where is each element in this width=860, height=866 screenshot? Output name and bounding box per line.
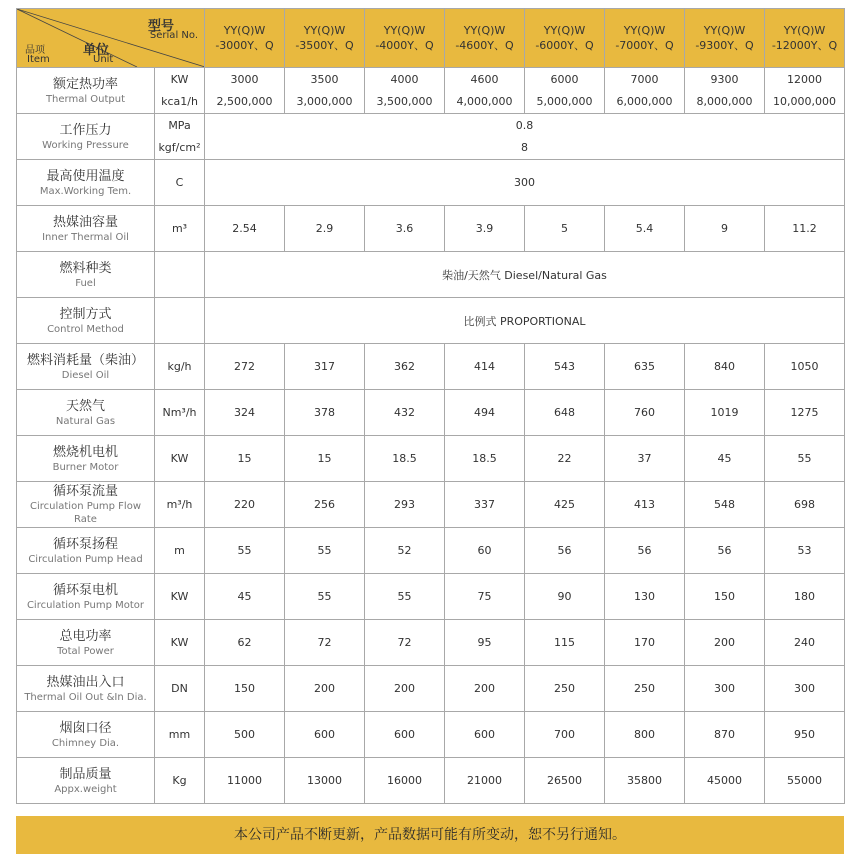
value-cell: 45 — [685, 436, 765, 482]
value-cell: 2.54 — [205, 206, 285, 252]
value-cell: 200 — [445, 666, 525, 712]
spanned-value-cell: 300 — [205, 160, 845, 206]
value-cell: 800 — [605, 712, 685, 758]
row-control — [17, 298, 845, 344]
value-cell: 600 — [445, 712, 525, 758]
header-unit-label-zh: 单位 — [83, 43, 110, 58]
value-cell: 115 — [525, 620, 605, 666]
value-cell: 11000 — [205, 758, 285, 804]
row-weight — [17, 758, 845, 804]
value-cell: 2.9 — [285, 206, 365, 252]
row-natural-gas — [17, 390, 845, 436]
row-max-temp — [17, 160, 845, 206]
spanned-value-cell: 比例式 PROPORTIONAL — [205, 298, 845, 344]
value-cell: 700 — [525, 712, 605, 758]
value-cell: 200 — [365, 666, 445, 712]
value-cell: 414 — [445, 344, 525, 390]
value-cell: 3500 3,000,000 — [285, 68, 365, 114]
item-cell: 循环泵扬程 Circulation Pump Head — [17, 528, 155, 574]
item-cell: 总电功率 Total Power — [17, 620, 155, 666]
value-cell: 760 — [605, 390, 685, 436]
model-header: YY(Q)W -6000Y、Q — [525, 9, 605, 68]
item-cell: 工作压力 Working Pressure — [17, 114, 155, 160]
unit-cell: m³ — [155, 206, 205, 252]
item-cell: 循环泵流量 Circulation Pump Flow Rate — [17, 482, 155, 528]
item-cell: 额定热功率 Thermal Output — [17, 68, 155, 114]
model-header: YY(Q)W -4000Y、Q — [365, 9, 445, 68]
row-pump-flow — [17, 482, 845, 528]
value-cell: 1050 — [765, 344, 845, 390]
value-cell: 648 — [525, 390, 605, 436]
value-cell: 870 — [685, 712, 765, 758]
header-row — [17, 9, 845, 68]
item-cell: 天然气 Natural Gas — [17, 390, 155, 436]
value-cell: 1019 — [685, 390, 765, 436]
value-cell: 317 — [285, 344, 365, 390]
value-cell: 72 — [365, 620, 445, 666]
model-header: YY(Q)W -7000Y、Q — [605, 9, 685, 68]
value-cell: 12000 10,000,000 — [765, 68, 845, 114]
unit-cell: m³/h — [155, 482, 205, 528]
item-cell: 燃料种类 Fuel — [17, 252, 155, 298]
row-pump-motor — [17, 574, 845, 620]
value-cell: 22 — [525, 436, 605, 482]
header-item-label-zh: 品项 — [25, 45, 45, 56]
value-cell: 21000 — [445, 758, 525, 804]
item-cell: 循环泵电机 Circulation Pump Motor — [17, 574, 155, 620]
unit-cell: m — [155, 528, 205, 574]
row-pump-head — [17, 528, 845, 574]
value-cell: 180 — [765, 574, 845, 620]
unit-cell — [155, 252, 205, 298]
value-cell: 9 — [685, 206, 765, 252]
value-cell: 16000 — [365, 758, 445, 804]
value-cell: 55 — [285, 574, 365, 620]
value-cell: 413 — [605, 482, 685, 528]
item-cell: 烟囱口径 Chimney Dia. — [17, 712, 155, 758]
value-cell: 543 — [525, 344, 605, 390]
value-cell: 500 — [205, 712, 285, 758]
value-cell: 425 — [525, 482, 605, 528]
item-cell: 燃料消耗量（柴油） Diesel Oil — [17, 344, 155, 390]
value-cell: 55 — [205, 528, 285, 574]
spanned-value-cell: 0.8 8 — [205, 114, 845, 160]
header-item-label-en: Item — [27, 54, 50, 65]
value-cell: 55 — [285, 528, 365, 574]
unit-cell: Kg — [155, 758, 205, 804]
value-cell: 90 — [525, 574, 605, 620]
value-cell: 256 — [285, 482, 365, 528]
spanned-value-cell: 柴油/天然气 Diesel/Natural Gas — [205, 252, 845, 298]
row-thermal-output — [17, 68, 845, 114]
footer-notice: 本公司产品不断更新，产品数据可能有所变动，恕不另行通知。 — [16, 816, 844, 854]
value-cell: 6000 5,000,000 — [525, 68, 605, 114]
value-cell: 3.6 — [365, 206, 445, 252]
value-cell: 840 — [685, 344, 765, 390]
unit-cell: C — [155, 160, 205, 206]
value-cell: 293 — [365, 482, 445, 528]
value-cell: 13000 — [285, 758, 365, 804]
value-cell: 18.5 — [365, 436, 445, 482]
value-cell: 56 — [605, 528, 685, 574]
value-cell: 52 — [365, 528, 445, 574]
value-cell: 5 — [525, 206, 605, 252]
value-cell: 548 — [685, 482, 765, 528]
unit-cell: KW — [155, 620, 205, 666]
item-cell: 热媒油出入口 Thermal Oil Out &In Dia. — [17, 666, 155, 712]
value-cell: 18.5 — [445, 436, 525, 482]
value-cell: 15 — [285, 436, 365, 482]
value-cell: 3.9 — [445, 206, 525, 252]
unit-cell: KW — [155, 436, 205, 482]
value-cell: 240 — [765, 620, 845, 666]
value-cell: 600 — [365, 712, 445, 758]
value-cell: 250 — [605, 666, 685, 712]
row-inner-oil — [17, 206, 845, 252]
value-cell: 56 — [685, 528, 765, 574]
row-fuel — [17, 252, 845, 298]
value-cell: 300 — [685, 666, 765, 712]
row-working-pressure — [17, 114, 845, 160]
model-header: YY(Q)W -4600Y、Q — [445, 9, 525, 68]
value-cell: 15 — [205, 436, 285, 482]
unit-cell: KW kca1/h — [155, 68, 205, 114]
value-cell: 95 — [445, 620, 525, 666]
row-total-power — [17, 620, 845, 666]
value-cell: 75 — [445, 574, 525, 620]
unit-cell: mm — [155, 712, 205, 758]
spec-table — [16, 8, 845, 804]
value-cell: 3000 2,500,000 — [205, 68, 285, 114]
value-cell: 45 — [205, 574, 285, 620]
value-cell: 950 — [765, 712, 845, 758]
value-cell: 11.2 — [765, 206, 845, 252]
unit-cell — [155, 298, 205, 344]
item-cell: 控制方式 Control Method — [17, 298, 155, 344]
value-cell: 35800 — [605, 758, 685, 804]
value-cell: 150 — [205, 666, 285, 712]
unit-cell: KW — [155, 574, 205, 620]
value-cell: 9300 8,000,000 — [685, 68, 765, 114]
item-cell: 热媒油容量 Inner Thermal Oil — [17, 206, 155, 252]
value-cell: 55 — [365, 574, 445, 620]
value-cell: 362 — [365, 344, 445, 390]
unit-cell: Nm³/h — [155, 390, 205, 436]
value-cell: 170 — [605, 620, 685, 666]
unit-cell: DN — [155, 666, 205, 712]
value-cell: 72 — [285, 620, 365, 666]
value-cell: 272 — [205, 344, 285, 390]
value-cell: 600 — [285, 712, 365, 758]
value-cell: 62 — [205, 620, 285, 666]
value-cell: 324 — [205, 390, 285, 436]
value-cell: 220 — [205, 482, 285, 528]
model-header: YY(Q)W -9300Y、Q — [685, 9, 765, 68]
value-cell: 432 — [365, 390, 445, 436]
value-cell: 337 — [445, 482, 525, 528]
value-cell: 56 — [525, 528, 605, 574]
value-cell: 55 — [765, 436, 845, 482]
item-cell: 燃烧机电机 Burner Motor — [17, 436, 155, 482]
unit-cell: kg/h — [155, 344, 205, 390]
header-unit-label-en: Unit — [93, 54, 114, 65]
header-corner-cell — [17, 9, 205, 68]
row-oil-dia — [17, 666, 845, 712]
model-header: YY(Q)W -12000Y、Q — [765, 9, 845, 68]
value-cell: 37 — [605, 436, 685, 482]
value-cell: 635 — [605, 344, 685, 390]
value-cell: 4600 4,000,000 — [445, 68, 525, 114]
value-cell: 200 — [685, 620, 765, 666]
spec-sheet — [16, 8, 844, 854]
value-cell: 150 — [685, 574, 765, 620]
value-cell: 378 — [285, 390, 365, 436]
value-cell: 1275 — [765, 390, 845, 436]
value-cell: 53 — [765, 528, 845, 574]
value-cell: 698 — [765, 482, 845, 528]
value-cell: 200 — [285, 666, 365, 712]
value-cell: 250 — [525, 666, 605, 712]
value-cell: 55000 — [765, 758, 845, 804]
header-serial-label: Serial No. — [149, 30, 198, 41]
unit-cell: MPa kgf/cm² — [155, 114, 205, 160]
item-cell: 制品质量 Appx.weight — [17, 758, 155, 804]
model-header: YY(Q)W -3500Y、Q — [285, 9, 365, 68]
model-header: YY(Q)W -3000Y、Q — [205, 9, 285, 68]
row-burner-motor — [17, 436, 845, 482]
value-cell: 45000 — [685, 758, 765, 804]
header-model-label: 型号 — [147, 19, 174, 34]
value-cell: 26500 — [525, 758, 605, 804]
row-chimney — [17, 712, 845, 758]
value-cell: 5.4 — [605, 206, 685, 252]
value-cell: 4000 3,500,000 — [365, 68, 445, 114]
value-cell: 7000 6,000,000 — [605, 68, 685, 114]
value-cell: 494 — [445, 390, 525, 436]
value-cell: 300 — [765, 666, 845, 712]
value-cell: 60 — [445, 528, 525, 574]
value-cell: 130 — [605, 574, 685, 620]
item-cell: 最高使用温度 Max.Working Tem. — [17, 160, 155, 206]
row-diesel — [17, 344, 845, 390]
